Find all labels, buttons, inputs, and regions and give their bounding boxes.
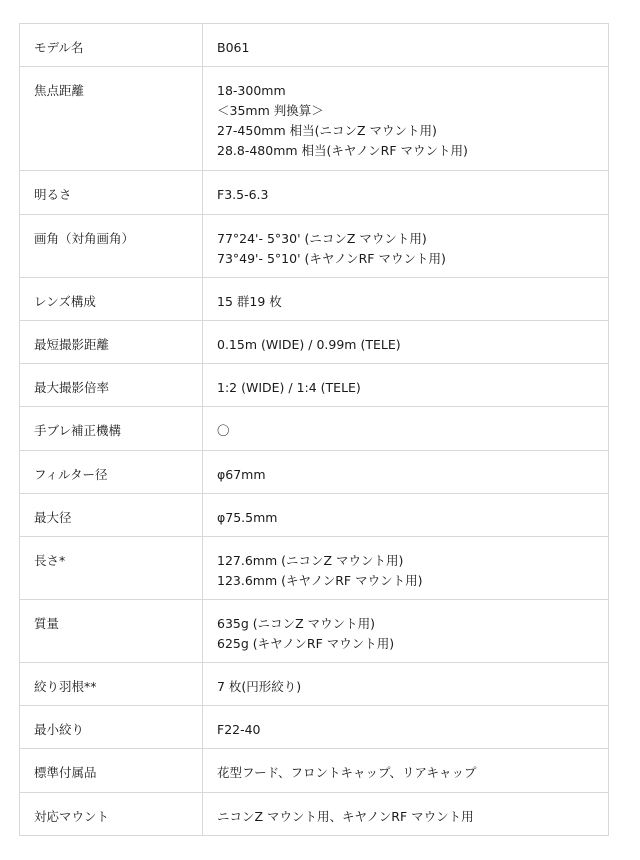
spec-value <box>203 749 609 793</box>
spec-row <box>20 494 609 537</box>
spec-label: 手ブレ補正機構 <box>20 407 203 451</box>
spec-value-line: 18-300mm <box>217 83 286 98</box>
spec-value-line: 1:2 (WIDE) / 1:4 (TELE) <box>217 380 361 395</box>
spec-value-line: 27-450mm 相当(ニコンZ マウント用) <box>217 123 437 138</box>
spec-row <box>20 600 609 663</box>
spec-value-line: F3.5-6.3 <box>217 187 269 202</box>
spec-row <box>20 451 609 494</box>
spec-label: 焦点距離 <box>20 67 203 171</box>
spec-table-body <box>20 24 609 836</box>
spec-value <box>203 364 609 407</box>
spec-label: 長さ* <box>20 537 203 600</box>
spec-label: 対応マウント <box>20 793 203 836</box>
spec-value <box>203 537 609 600</box>
spec-value <box>203 706 609 749</box>
spec-value-line: 73°49'- 5°10' (キヤノンRF マウント用) <box>217 251 446 266</box>
spec-value <box>203 171 609 215</box>
spec-row <box>20 537 609 600</box>
spec-value <box>203 407 609 451</box>
spec-row <box>20 364 609 407</box>
spec-value-line: 28.8-480mm 相当(キヤノンRF マウント用) <box>217 143 468 158</box>
spec-label: 画角（対角画角） <box>20 215 203 278</box>
spec-value-line: φ67mm <box>217 467 266 482</box>
spec-value-line: 〇 <box>217 423 230 438</box>
spec-value-line: φ75.5mm <box>217 510 278 525</box>
spec-value-line: 7 枚(円形絞り) <box>217 679 302 694</box>
spec-label: 標準付属品 <box>20 749 203 793</box>
spec-value <box>203 600 609 663</box>
spec-row <box>20 171 609 215</box>
spec-value-line: ニコンZ マウント用、キヤノンRF マウント用 <box>217 809 474 824</box>
spec-value-line: 635g (ニコンZ マウント用) <box>217 616 376 631</box>
spec-row <box>20 24 609 67</box>
spec-label: 最小絞り <box>20 706 203 749</box>
spec-label: 絞り羽根** <box>20 663 203 706</box>
spec-label: 最大撮影倍率 <box>20 364 203 407</box>
spec-label: 質量 <box>20 600 203 663</box>
spec-value <box>203 793 609 836</box>
spec-value <box>203 494 609 537</box>
spec-value-line: B061 <box>217 40 250 55</box>
spec-value <box>203 67 609 171</box>
spec-value-line: 花型フード、フロントキャップ、リアキャップ <box>217 765 477 780</box>
spec-value-line: 123.6mm (キヤノンRF マウント用) <box>217 573 423 588</box>
spec-label: レンズ構成 <box>20 278 203 321</box>
spec-label: 最大径 <box>20 494 203 537</box>
spec-row <box>20 321 609 364</box>
spec-value <box>203 451 609 494</box>
spec-value <box>203 215 609 278</box>
spec-label: モデル名 <box>20 24 203 67</box>
spec-row <box>20 407 609 451</box>
spec-row <box>20 215 609 278</box>
spec-row <box>20 663 609 706</box>
spec-row <box>20 793 609 836</box>
spec-value <box>203 24 609 67</box>
spec-value <box>203 321 609 364</box>
spec-value-line: ＜35mm 判換算＞ <box>217 103 324 118</box>
spec-value-line: 77°24'- 5°30' (ニコンZ マウント用) <box>217 231 427 246</box>
spec-label: フィルター径 <box>20 451 203 494</box>
spec-row <box>20 749 609 793</box>
spec-value-line: F22-40 <box>217 722 261 737</box>
spec-row <box>20 67 609 171</box>
spec-value-line: 0.15m (WIDE) / 0.99m (TELE) <box>217 337 401 352</box>
spec-label: 明るさ <box>20 171 203 215</box>
spec-value <box>203 663 609 706</box>
spec-row <box>20 706 609 749</box>
spec-table <box>19 23 609 836</box>
spec-value <box>203 278 609 321</box>
spec-label: 最短撮影距離 <box>20 321 203 364</box>
spec-value-line: 127.6mm (ニコンZ マウント用) <box>217 553 404 568</box>
spec-row <box>20 278 609 321</box>
spec-value-line: 625g (キヤノンRF マウント用) <box>217 636 395 651</box>
spec-value-line: 15 群19 枚 <box>217 294 282 309</box>
